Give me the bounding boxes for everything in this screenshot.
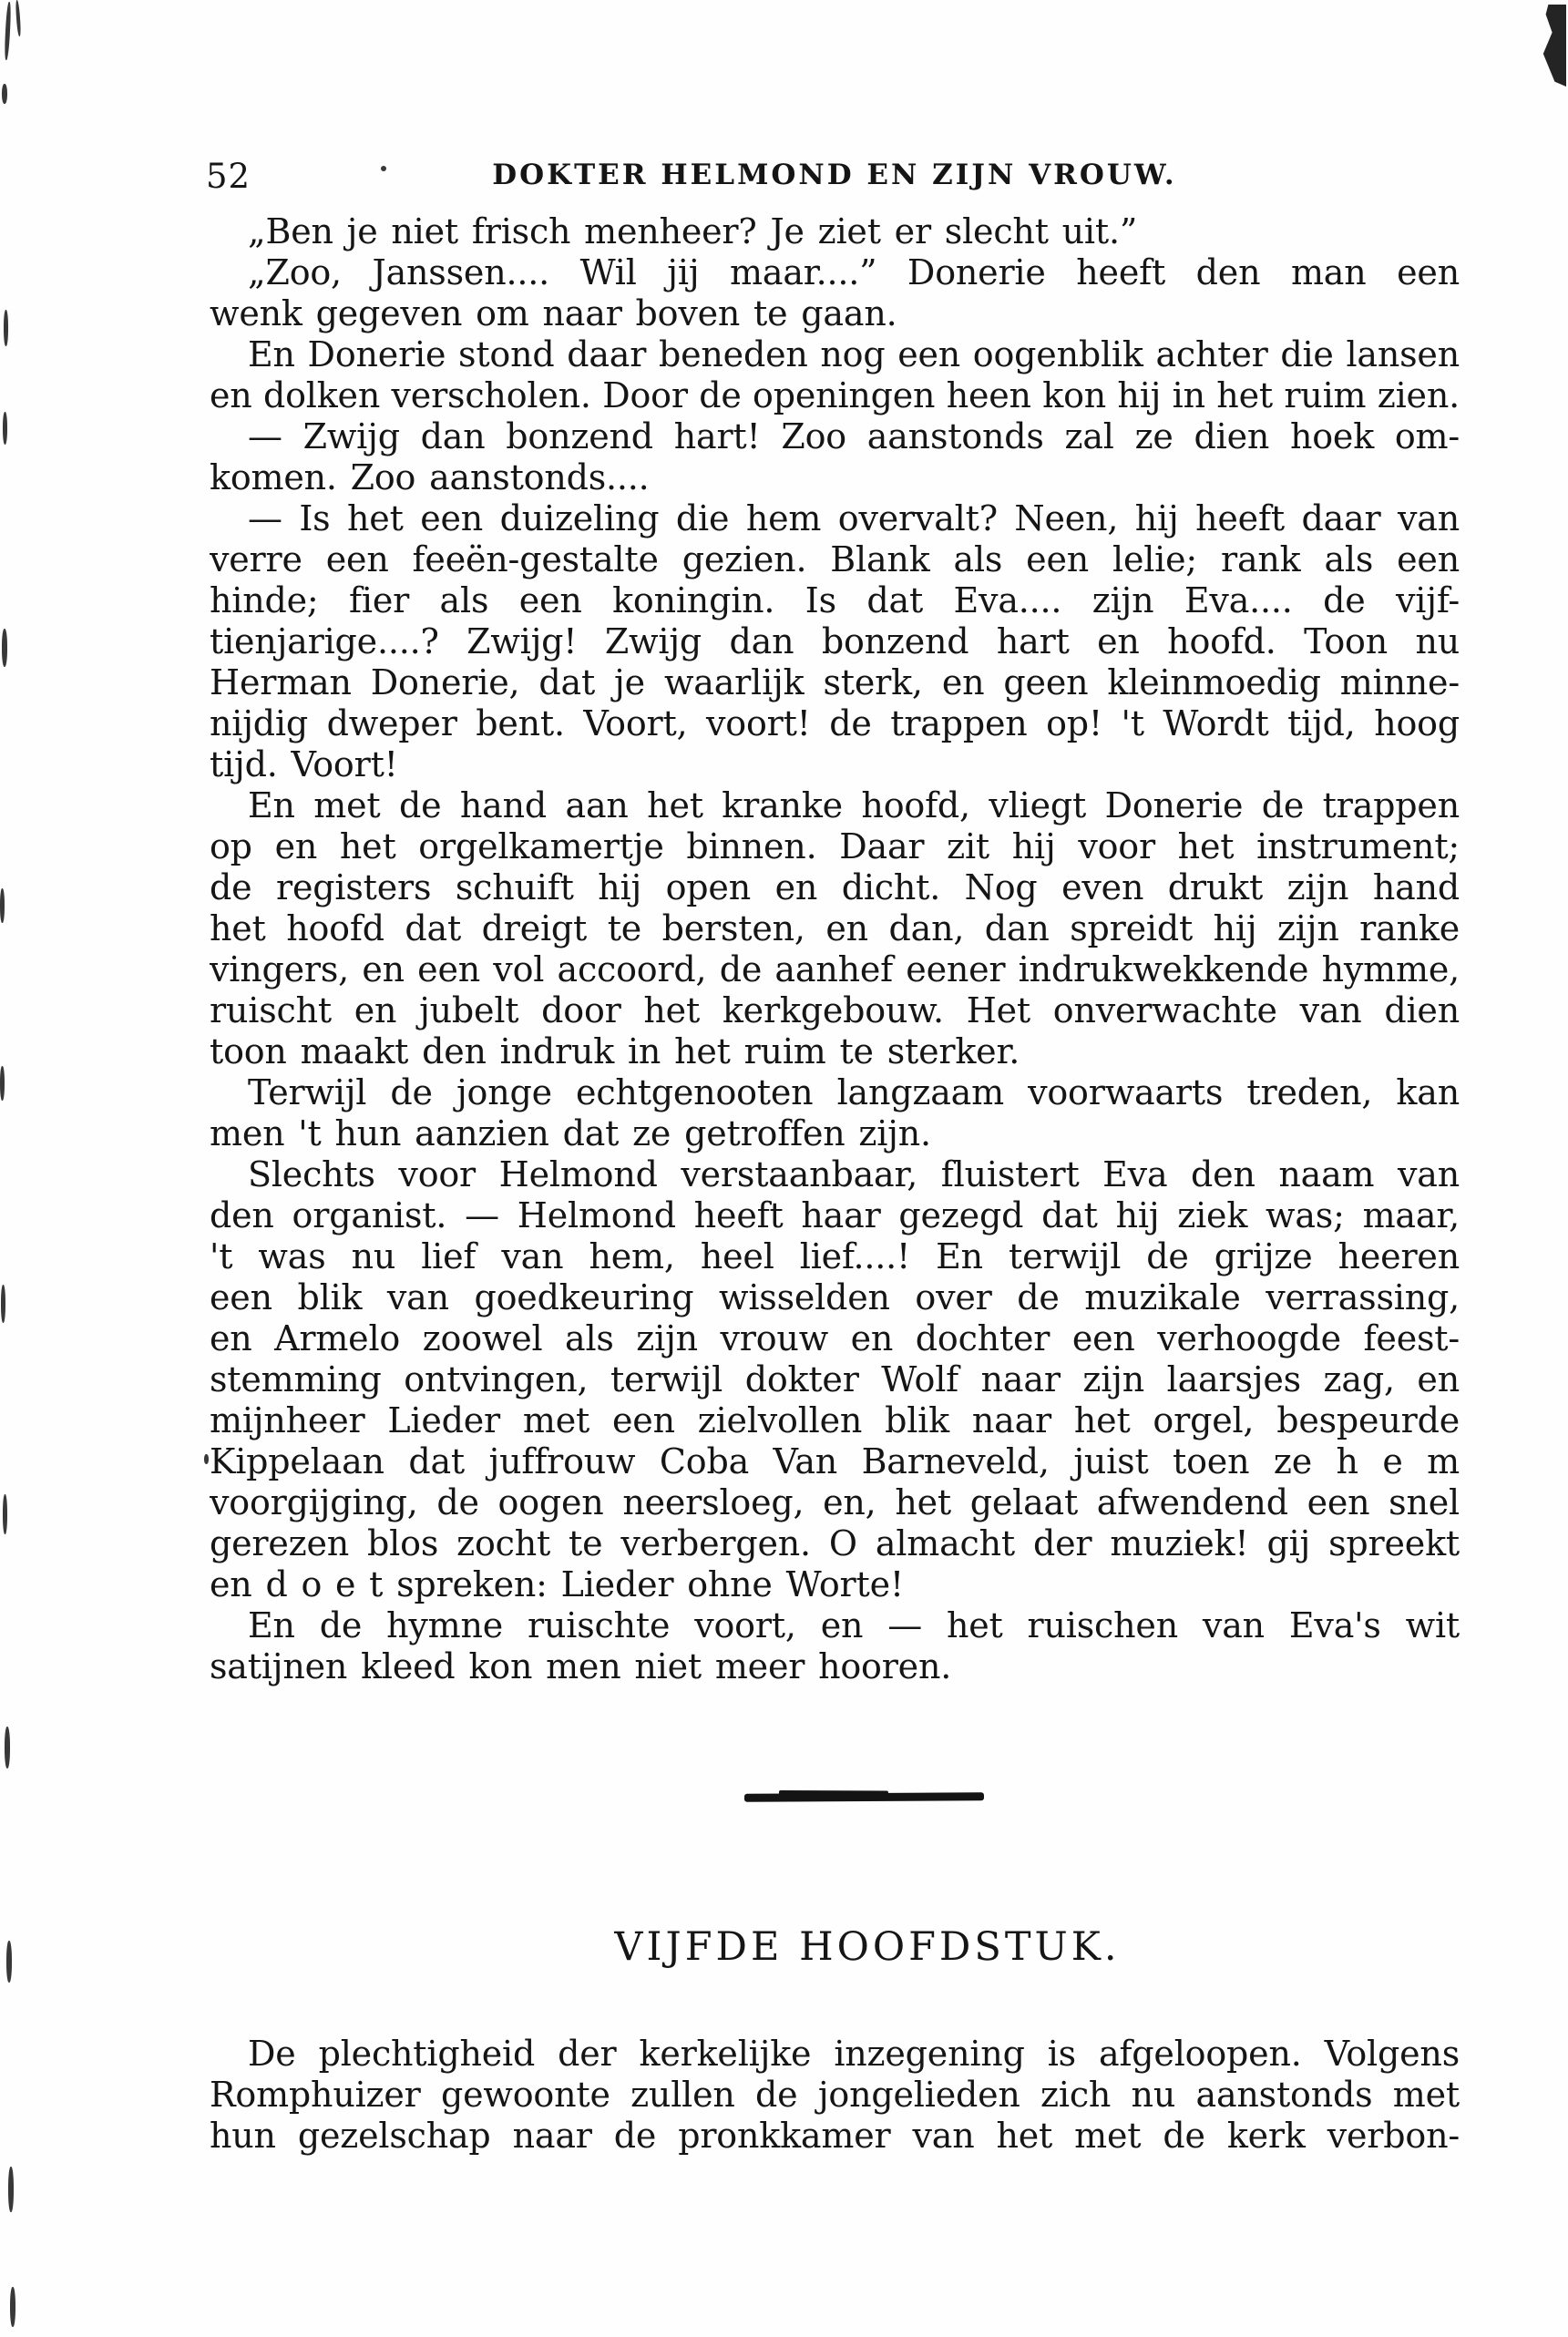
- text-line: Herman Donerie, dat je waarlijk sterk, en geen kleinmoedig minne-: [210, 662, 1460, 702]
- edge-mark: [4, 310, 8, 346]
- text-line: En de hymne ruischte voort, en — het ruischen van Eva's wit: [248, 1605, 1460, 1645]
- text-line: En met de hand aan het kranke hoofd, vliegt Donerie de trappen: [248, 785, 1460, 825]
- page-number: 52: [206, 157, 251, 196]
- text-line: ruischt en jubelt door het kerkgebouw. Het onverwachte van dien: [210, 990, 1460, 1030]
- text-line: en d o e t spreken: Lieder ohne Worte!: [210, 1564, 904, 1604]
- text-line: het hoofd dat dreigt te bersten, en dan, dan spreidt hij zijn ranke: [210, 908, 1460, 948]
- text-line: stemming ontvingen, terwijl dokter Wolf naar zijn laarsjes zag, en: [210, 1359, 1460, 1399]
- text-line: Romphuizer gewoonte zullen de jongelieden zich nu aanstonds met: [210, 2075, 1460, 2115]
- text-line: op en het orgelkamertje binnen. Daar zit hij voor het instrument;: [210, 826, 1460, 866]
- edge-mark: [10, 2287, 15, 2327]
- chapter-opening-text: [210, 2034, 1460, 2157]
- edge-mark: [6, 1941, 12, 1983]
- corner-ink-blot: [1541, 5, 1566, 87]
- body-text: [210, 211, 1460, 1687]
- text-line: Kippelaan dat juffrouw Coba Van Barneveld, juist toen ze h e m: [210, 1441, 1460, 1481]
- text-line: en Armelo zoowel als zijn vrouw en dochter een verhoogde feest-: [210, 1318, 1460, 1358]
- text-line: „Zoo, Janssen.... Wil jij maar....” Donerie heeft den man een: [248, 252, 1460, 292]
- edge-mark: [4, 2, 11, 60]
- running-header: DOKTER HELMOND EN ZIJN VROUW.: [492, 159, 1177, 191]
- edge-mark: [15, 0, 22, 36]
- edge-mark: [2, 84, 7, 104]
- text-line: Slechts voor Helmond verstaanbaar, fluistert Eva den naam van: [248, 1154, 1460, 1194]
- text-line: gerezen blos zocht te verbergen. O almacht der muziek! gij spreekt: [210, 1523, 1460, 1563]
- edge-mark: [0, 1066, 5, 1101]
- text-line: satijnen kleed kon men niet meer hooren.: [210, 1646, 952, 1686]
- edge-mark: [2, 629, 7, 667]
- edge-mark: [1, 1285, 5, 1323]
- text-line: — Is het een duizeling die hem overvalt? Neen, hij heeft daar van: [248, 498, 1460, 538]
- text-line: tienjarige....? Zwijg! Zwijg dan bonzend hart en hoofd. Toon nu: [210, 621, 1460, 661]
- text-line: hun gezelschap naar de pronkkamer van het met de kerk verbon-: [210, 2116, 1460, 2156]
- text-line: toon maakt den indruk in het ruim te sterker.: [210, 1031, 1020, 1071]
- text-line: en dolken verscholen. Door de openingen heen kon hij in het ruim zien.: [210, 375, 1460, 415]
- section-divider-rule: [744, 1792, 984, 1802]
- text-line: 't was nu lief van hem, heel lief....! En terwijl de grijze heeren: [210, 1236, 1460, 1276]
- text-line: komen. Zoo aanstonds....: [210, 457, 650, 497]
- chapter-heading: VIJFDE HOOFDSTUK.: [614, 1924, 1121, 1970]
- text-line: Terwijl de jonge echtgenooten langzaam voorwaarts treden, kan: [248, 1072, 1460, 1112]
- text-line: De plechtigheid der kerkelijke inzegening is afgeloopen. Volgens: [248, 2034, 1460, 2074]
- text-line: de registers schuift hij open en dicht. Nog even drukt zijn hand: [210, 867, 1460, 907]
- text-line: men 't hun aanzien dat ze getroffen zijn.: [210, 1113, 931, 1153]
- text-line: een blik van goedkeuring wisselden over de muzikale verrassing,: [210, 1277, 1460, 1317]
- text-line: verre een feeën-gestalte gezien. Blank als een lelie; rank als een: [210, 539, 1460, 579]
- speck: [204, 1454, 209, 1464]
- text-line: nijdig dweper bent. Voort, voort! de trappen op! 't Wordt tijd, hoog: [210, 703, 1460, 743]
- text-line: hinde; fier als een koningin. Is dat Eva.... zijn Eva.... de vijf-: [210, 580, 1460, 620]
- edge-mark: [8, 2167, 14, 2212]
- edge-mark: [3, 1494, 7, 1534]
- text-line: voorgijging, de oogen neersloeg, en, het gelaat afwendend een snel: [210, 1482, 1460, 1522]
- edge-mark: [0, 888, 5, 923]
- text-line: „Ben je niet frisch menheer? Je ziet er slecht uit.”: [248, 211, 1138, 251]
- text-line: mijnheer Lieder met een zielvollen blik naar het orgel, bespeurde: [210, 1400, 1460, 1440]
- edge-mark: [3, 412, 7, 445]
- text-line: En Donerie stond daar beneden nog een oogenblik achter die lansen: [248, 334, 1460, 374]
- edge-mark: [5, 1727, 10, 1768]
- text-line: tijd. Voort!: [210, 744, 398, 784]
- text-line: — Zwijg dan bonzend hart! Zoo aanstonds zal ze dien hoek om-: [248, 416, 1460, 456]
- text-line: wenk gegeven om naar boven te gaan.: [210, 293, 897, 333]
- text-line: vingers, en een vol accoord, de aanhef eener indrukwekkende hymme,: [210, 949, 1460, 989]
- text-line: den organist. — Helmond heeft haar gezegd dat hij ziek was; maar,: [210, 1195, 1460, 1235]
- page-head: [206, 153, 1460, 199]
